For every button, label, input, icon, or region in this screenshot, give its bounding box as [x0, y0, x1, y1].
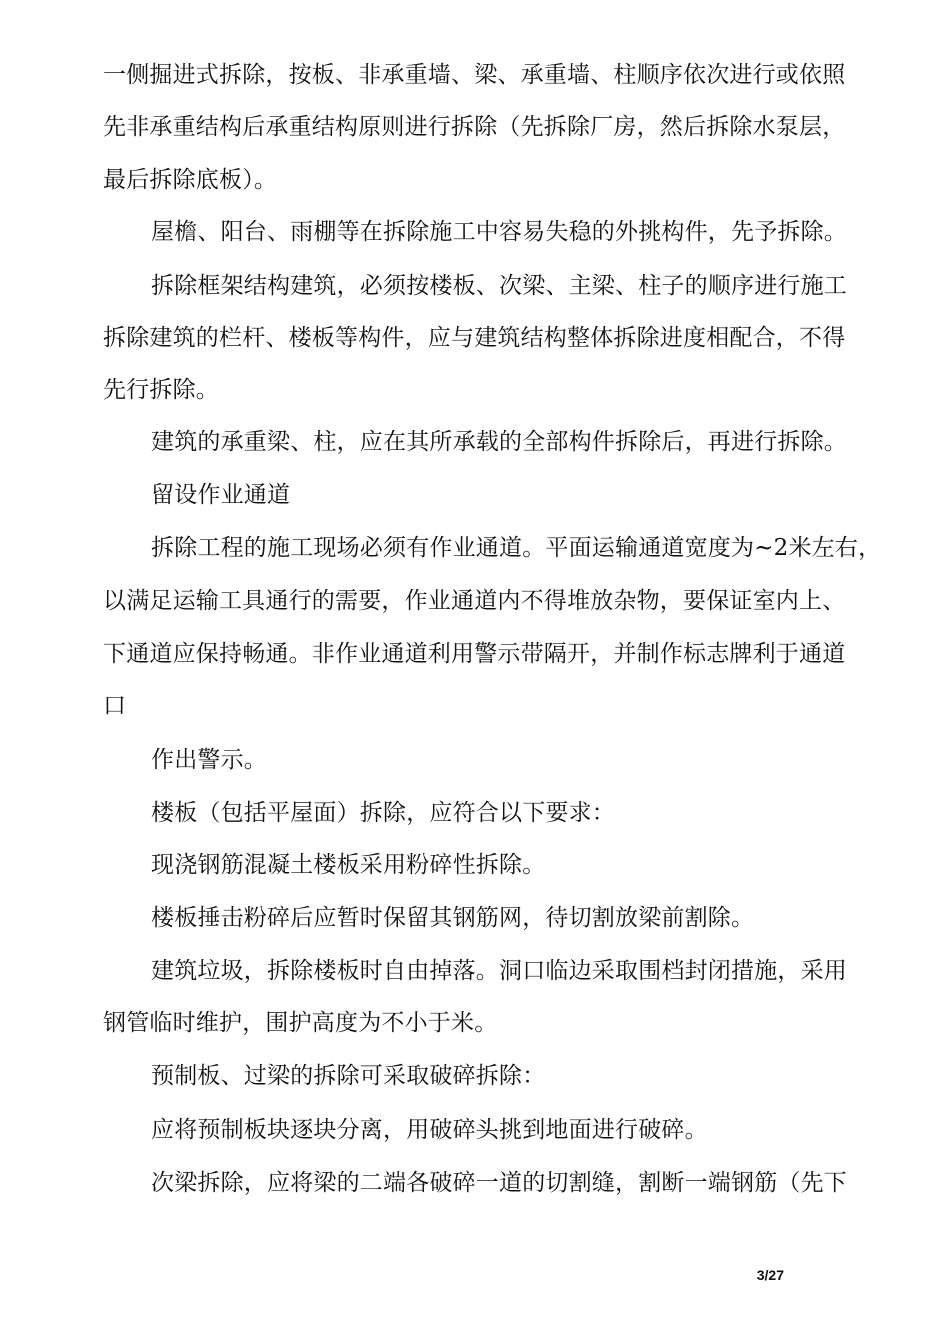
text-line: 楼板捶击粉碎后应暂时保留其钢筋网，待切割放梁前割除。 [151, 905, 755, 931]
text-line: 一侧掘进式拆除，按板、非承重墙、梁、承重墙、柱顺序依次进行或依照 [103, 62, 846, 88]
text-line: 拆除框架结构建筑，必须按楼板、次梁、主梁、柱子的顺序进行施工 [151, 273, 847, 299]
section-heading: 留设作业通道 [151, 482, 291, 508]
page-number: 3/27 [756, 1267, 784, 1283]
text-line: 建筑的承重梁、柱，应在其所承载的全部构件拆除后，再进行拆除。 [151, 429, 847, 455]
text-line: 建筑垃圾，拆除楼板时自由掉落。洞口临边采取围档封闭措施，采用 [151, 958, 847, 984]
text-line: 楼板（包括平屋面）拆除，应符合以下要求： [151, 800, 615, 826]
text-line: 钢管临时维护，围护高度为不小于米。 [103, 1010, 498, 1036]
text-line: 以满足运输工具通行的需要，作业通道内不得堆放杂物，要保证室内上、 [103, 588, 846, 614]
text-line: 拆除建筑的栏杆、楼板等构件，应与建筑结构整体拆除进度相配合，不得 [103, 325, 846, 351]
text-line: 作出警示。 [151, 747, 267, 773]
text-line: 屋檐、阳台、雨棚等在拆除施工中容易失稳的外挑构件，先予拆除。 [151, 219, 847, 245]
text-line: 口 [103, 693, 127, 719]
text-line: 先非承重结构后承重结构原则进行拆除（先拆除厂房，然后拆除水泵层， [103, 114, 846, 140]
text-line: 先行拆除。 [103, 377, 219, 403]
text-line: 最后拆除底板）。 [103, 167, 278, 193]
text-line: 预制板、过梁的拆除可采取破碎拆除： [151, 1063, 546, 1089]
text-line: 现浇钢筋混凝土楼板采用粉碎性拆除。 [151, 852, 546, 878]
text-line: 下通道应保持畅通。非作业通道利用警示带隔开，并制作标志牌利于通道 [103, 641, 846, 667]
text-line: 应将预制板块逐块分离，用破碎头挑到地面进行破碎。 [151, 1117, 708, 1143]
text-line: 拆除工程的施工现场必须有作业通道。平面运输通道宽度为~2米左右， [151, 535, 882, 561]
text-line: 次梁拆除，应将梁的二端各破碎一道的切割缝，割断一端钢筋（先下 [151, 1170, 847, 1196]
